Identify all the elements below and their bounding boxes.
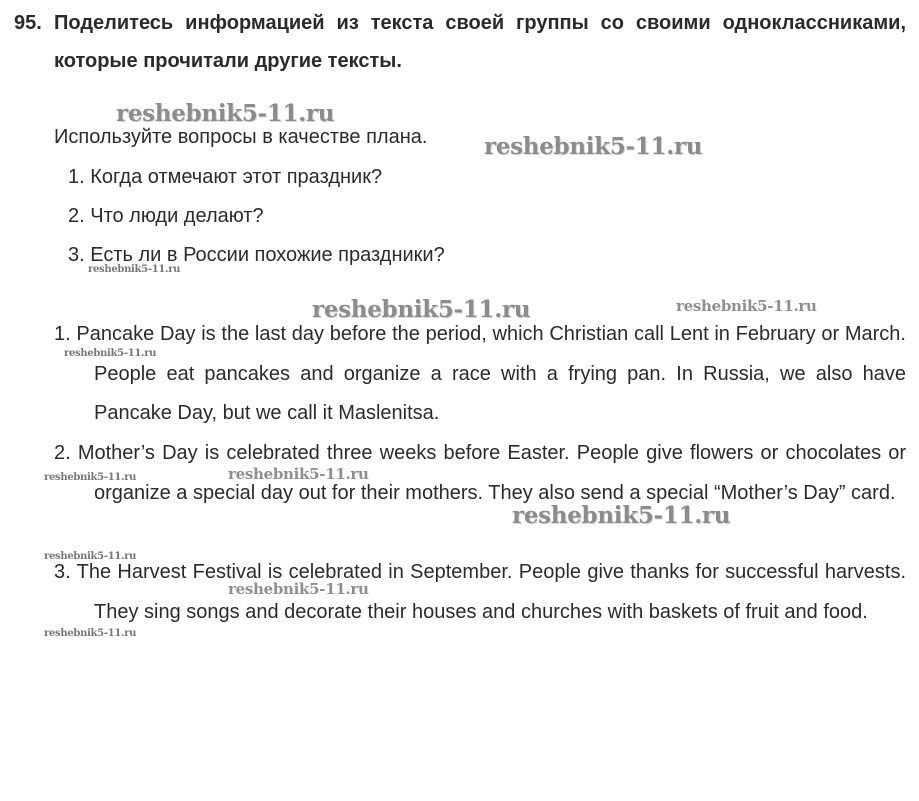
answer-2-number: 2.: [54, 442, 71, 464]
watermark: reshebnik5-11.ru: [484, 133, 703, 160]
watermark: reshebnik5-11.ru: [228, 580, 369, 598]
watermark: reshebnik5-11.ru: [312, 296, 531, 323]
watermark: reshebnik5-11.ru: [676, 297, 817, 315]
answer-3-number: 3.: [54, 561, 71, 583]
answer-1: [54, 315, 906, 434]
watermark: reshebnik5-11.ru: [44, 472, 137, 483]
answer-1-number: 1.: [54, 323, 71, 345]
task-number: 95.: [14, 12, 42, 34]
answer-2-text: Mother’s Day is celebrated three weeks before Easter. People give flowers or chocolates or organize a special day out for their mothers. They also send a special “Mother’s Day” card.: [77, 442, 906, 504]
answer-3: [54, 553, 906, 632]
task-heading: [14, 4, 906, 80]
question-3: 3. Есть ли в России похожие праздники?: [68, 244, 445, 266]
watermark: reshebnik5-11.ru: [44, 551, 137, 562]
watermark: reshebnik5-11.ru: [116, 100, 335, 127]
watermark: reshebnik5-11.ru: [512, 502, 731, 529]
watermark: reshebnik5-11.ru: [64, 348, 157, 359]
plan-intro: Используйте вопросы в качестве плана.: [54, 126, 428, 148]
answer-3-text: The Harvest Festival is celebrated in September. People give thanks for successful harvests. They sing songs and decorate their houses and churches with baskets of fruit and food.: [76, 561, 907, 623]
answer-1-text: Pancake Day is the last day before the period, which Christian call Lent in February or March. People eat pancakes and organize a race with a frying pan. In Russia, we also have Pancake Day, but we call it Maslenitsa.: [76, 323, 906, 424]
watermark: reshebnik5-11.ru: [88, 264, 181, 275]
task-instruction: Поделитесь информацией из текста своей группы со своими одноклассниками, которые прочитали другие тексты.: [54, 12, 906, 72]
question-1: 1. Когда отмечают этот праздник?: [68, 166, 383, 188]
watermark: reshebnik5-11.ru: [228, 465, 369, 483]
answer-2: [54, 434, 906, 513]
watermark: reshebnik5-11.ru: [44, 628, 137, 639]
question-2: 2. Что люди делают?: [68, 205, 264, 227]
